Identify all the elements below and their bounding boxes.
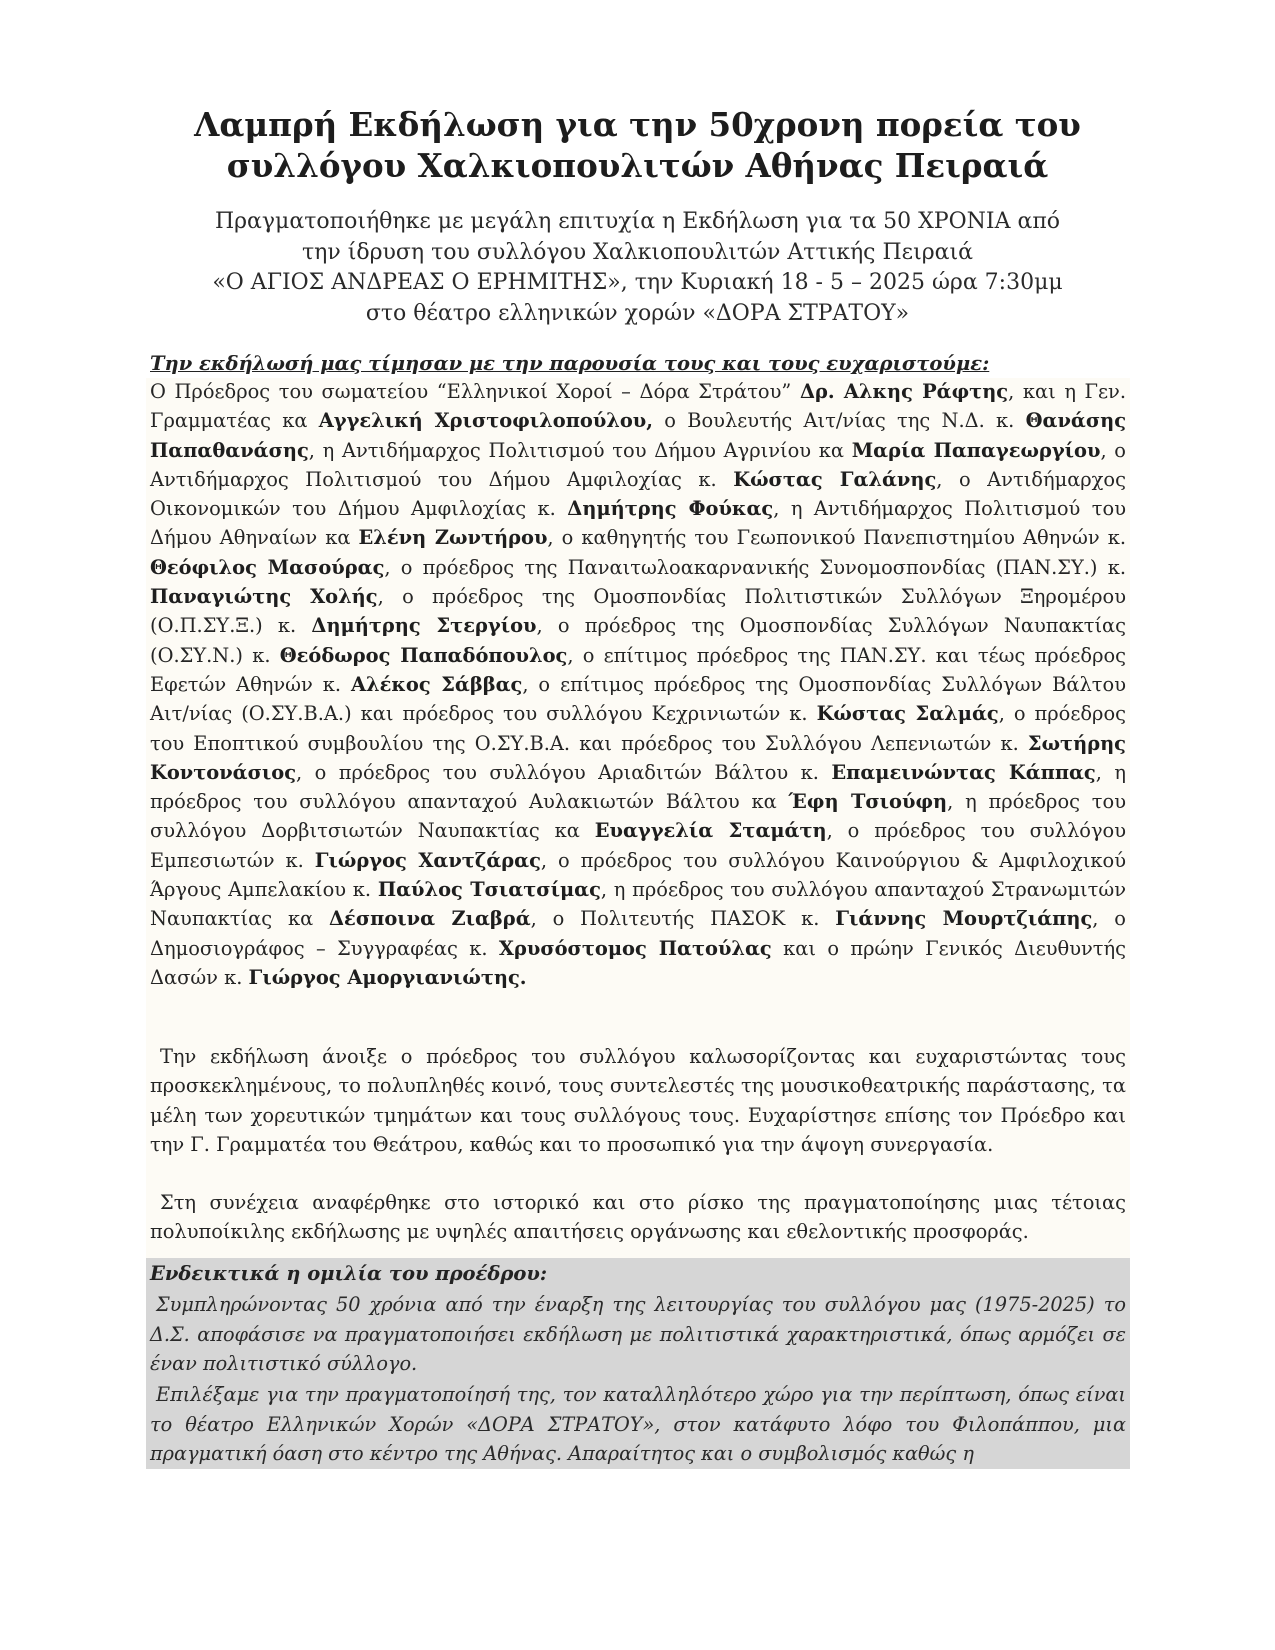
guest-name: Κώστας Σαλμάς bbox=[816, 702, 999, 726]
guest-name: Σωτήρης Κοντονάσιος bbox=[150, 731, 1126, 784]
guest-name: Δρ. Αλκης Ράφτης bbox=[799, 380, 1009, 403]
guest-name: Έφη Τσιούφη bbox=[788, 790, 948, 814]
guest-name: Επαμεινώντας Κάππας bbox=[831, 760, 1096, 784]
guest-text: , η Αντιδήμαρχος Πολιτισμού του Δήμου Αθηναίων κα bbox=[150, 497, 1126, 550]
guest-text: , ο επίτιμος πρόεδρος της Ομοσπονδίας Συλλόγων Βάλτου Αιτ/νίας (Ο.ΣΥ.Β.Α.) και πρόεδρος του συλλόγου Κεχρινιωτών κ. bbox=[150, 672, 1126, 726]
guest-text: και ο πρώην Γενικός Διευθυντής Δασών κ. bbox=[150, 936, 1127, 989]
title-line-2: συλλόγου Χαλκιοπουλιτών Αθήνας Πειραιά bbox=[226, 146, 1049, 185]
guest-name: Δημήτρης Στεργίου bbox=[311, 614, 537, 638]
guest-text: , ο πρόεδρος της Παναιτωλοακαρνανικής Συνομοσπονδίας (ΠΑΝ.ΣΥ.) κ. bbox=[384, 555, 1126, 579]
guest-text: , ο καθηγητής του Γεωπονικού Πανεπιστημίου Αθηνών κ. bbox=[547, 526, 1126, 550]
guest-name: Ευαγγελία Σταμάτη bbox=[594, 819, 827, 843]
intro-line-4: στο θέατρο ελληνικών χορών «ΔΟΡΑ ΣΤΡΑΤΟΥ» bbox=[365, 300, 910, 326]
guest-text: , η πρόεδρος του συλλόγου Δορβιτσιωτών Ναυπακτίας κα bbox=[150, 790, 1126, 843]
guest-name: Ελένη Ζωντήρου bbox=[358, 526, 548, 550]
guest-text: , ο πρόεδρος της Ομοσπονδίας Συλλόγων Ναυπακτίας (Ο.ΣΥ.Ν.) κ. bbox=[150, 614, 1127, 667]
guest-name: Γιώργος Χαντζάρας bbox=[314, 848, 541, 872]
guest-text: , και η Γεν. Γραμματέας κα bbox=[150, 380, 1126, 433]
guest-name: Γιώργος Αμοργιανιώτης. bbox=[248, 965, 527, 989]
guest-text: ο Βουλευτής Αιτ/νίας της Ν.Δ. κ. bbox=[653, 409, 1026, 433]
guest-name: Δέσποινα Ζιαβρά bbox=[329, 907, 531, 931]
guest-name: Γιάννης Μουρτζιάπης bbox=[835, 907, 1093, 931]
guest-name: Χρυσόστομος Πατούλας bbox=[498, 936, 772, 960]
guest-text: , ο πρόεδρος της Ομοσπονδίας Πολιτιστικών Συλλόγων Ξηρομέρου (Ο.Π.ΣΥ.Ξ.) κ. bbox=[150, 585, 1127, 638]
intro-line-2: την ίδρυση του συλλόγου Χαλκιοπουλιτών Αττικής Πειραιά bbox=[302, 239, 973, 265]
guest-name: Αλέκος Σάββας bbox=[350, 672, 523, 696]
speech-heading: Ενδεικτικά η ομιλία του προέδρου: bbox=[150, 1262, 548, 1285]
intro-line-3: «Ο ΑΓΙΟΣ ΑΝΔΡΕΑΣ Ο ΕΡΗΜΙΤΗΣ», την Κυριακή 18 - 5 – 2025 ώρα 7:30μμ bbox=[212, 270, 1063, 295]
guest-name: Μαρία Παπαγεωργίου bbox=[851, 438, 1101, 462]
guest-text: , ο πρόεδρος του Εποπτικού συμβουλίου της Ο.ΣΥ.Β.Α. και πρόεδρος του Συλλόγου Λεπενιωτών κ. bbox=[150, 702, 1126, 755]
guest-name: Κώστας Γαλάνης bbox=[733, 467, 937, 491]
guest-name: Δημήτρης Φούκας bbox=[567, 497, 774, 521]
guest-text: , ο Πολιτευτής ΠΑΣΟΚ κ. bbox=[530, 907, 836, 931]
guest-text: , ο πρόεδρος του συλλόγου Καινούργιου & Αμφιλοχικού Άργους Αμπελακίου κ. bbox=[150, 848, 1126, 902]
guest-name: Παύλος Τσιατσίμας bbox=[377, 878, 601, 902]
guest-text: , ο πρόεδρος του συλλόγου Εμπεσιωτών κ. bbox=[150, 819, 1126, 872]
guests-paragraph bbox=[150, 377, 1126, 992]
guest-name: Παναγιώτης Χολής bbox=[150, 585, 378, 609]
intro-line-1: Πραγματοποιήθηκε με μεγάλη επιτυχία η Εκδήλωση για τα 50 ΧΡΟΝΙΑ από bbox=[214, 209, 1061, 234]
guest-text: , ο Αντιδήμαρχος Πολιτισμού του Δήμου Αμφιλοχίας κ. bbox=[150, 438, 1126, 491]
guest-name: Θεόδωρος Παπαδόπουλος bbox=[279, 643, 568, 667]
intro-subtitle bbox=[130, 207, 1145, 329]
speech-paragraph-2: Επιλέξαμε για την πραγματοποίησή της, τον καταλληλότερο χώρο για την περίπτωση, όπως είναι το θέατρο Ελληνικών Χορών «ΔΟΡΑ ΣΤΡΑΤΟΥ», στον κατάφυτο λόφο του Φιλοπάππου, μια πραγματική όαση στο κέντρο της Αθήνας. Απαραίτητος και ο συμβολισμός καθώς η bbox=[150, 1383, 1126, 1465]
guest-name: Θανάσης Παπαθανάσης bbox=[150, 409, 1127, 462]
history-paragraph: Στη συνέχεια αναφέρθηκε στο ιστορικό και στο ρίσκο της πραγματοποίησης μιας τέτοιας πολυποίκιλης εκδήλωσης με υψηλές απαιτήσεις οργάνωσης και εθελοντικής προσφοράς. bbox=[150, 1191, 1126, 1244]
guest-text: , η πρόεδρος του συλλόγου απανταχού Στρανωμιτών Ναυπακτίας κα bbox=[150, 878, 1126, 931]
title-line-1: Λαμπρή Εκδήλωση για την 50χρονη πορεία του bbox=[194, 105, 1081, 144]
guest-text: , η Αντιδήμαρχος Πολιτισμού του Δήμου Αγρινίου κα bbox=[308, 438, 852, 462]
guest-text: , ο πρόεδρος του συλλόγου Αριαδιτών Βάλτου κ. bbox=[296, 760, 832, 784]
guest-text: , η πρόεδρος του συλλόγου απανταχού Αυλακιωτών Βάλτου κα bbox=[150, 760, 1126, 814]
guest-text: Ο Πρόεδρος του σωματείου “Ελληνικοί Χοροί – Δόρα Στράτου” bbox=[150, 380, 800, 403]
speech-paragraph-1: Συμπληρώνοντας 50 χρόνια από την έναρξη της λειτουργίας του συλλόγου μας (1975-2025) το Δ.Σ. αποφάσισε να πραγματοποιήσει εκδήλωση με πολιτιστικά χαρακτηριστικά, όπως αρμόζει σε έναν πολιτιστικό σύλλογο. bbox=[150, 1293, 1126, 1375]
opening-paragraph: Την εκδήλωση άνοιξε ο πρόεδρος του συλλόγου καλωσορίζοντας και ευχαριστώντας τους προσκεκλημένους, το πολυπληθές κοινό, τους συντελεστές της μουσικοθεατρικής παράστασης, τα μέλη των χορευτικών τμημάτων και τους συλλόγους τους. Ευχαρίστησε επίσης τον Πρόεδρο και την Γ. Γραμματέα του Θεάτρου, καθώς και το προσωπικό για την άψογη συνεργασία. bbox=[150, 1045, 1126, 1156]
guest-name: Θεόφιλος Μασούρας bbox=[150, 555, 385, 579]
article-title bbox=[150, 104, 1125, 186]
honor-heading: Την εκδήλωσή μας τίμησαν με την παρουσία τους και τους ευχαριστούμε: bbox=[150, 352, 990, 375]
guest-text: , ο Αντιδήμαρχος Οικονομικών του Δήμου Αμφιλοχίας κ. bbox=[150, 467, 1126, 521]
guest-name: Αγγελική Χριστοφιλοπούλου, bbox=[318, 409, 654, 433]
guest-text: , ο επίτιμος πρόεδρος της ΠΑΝ.ΣΥ. και τέως πρόεδρος Εφετών Αθηνών κ. bbox=[150, 643, 1126, 696]
guest-text: , ο Δημοσιογράφος – Συγγραφέας κ. bbox=[150, 907, 1126, 960]
